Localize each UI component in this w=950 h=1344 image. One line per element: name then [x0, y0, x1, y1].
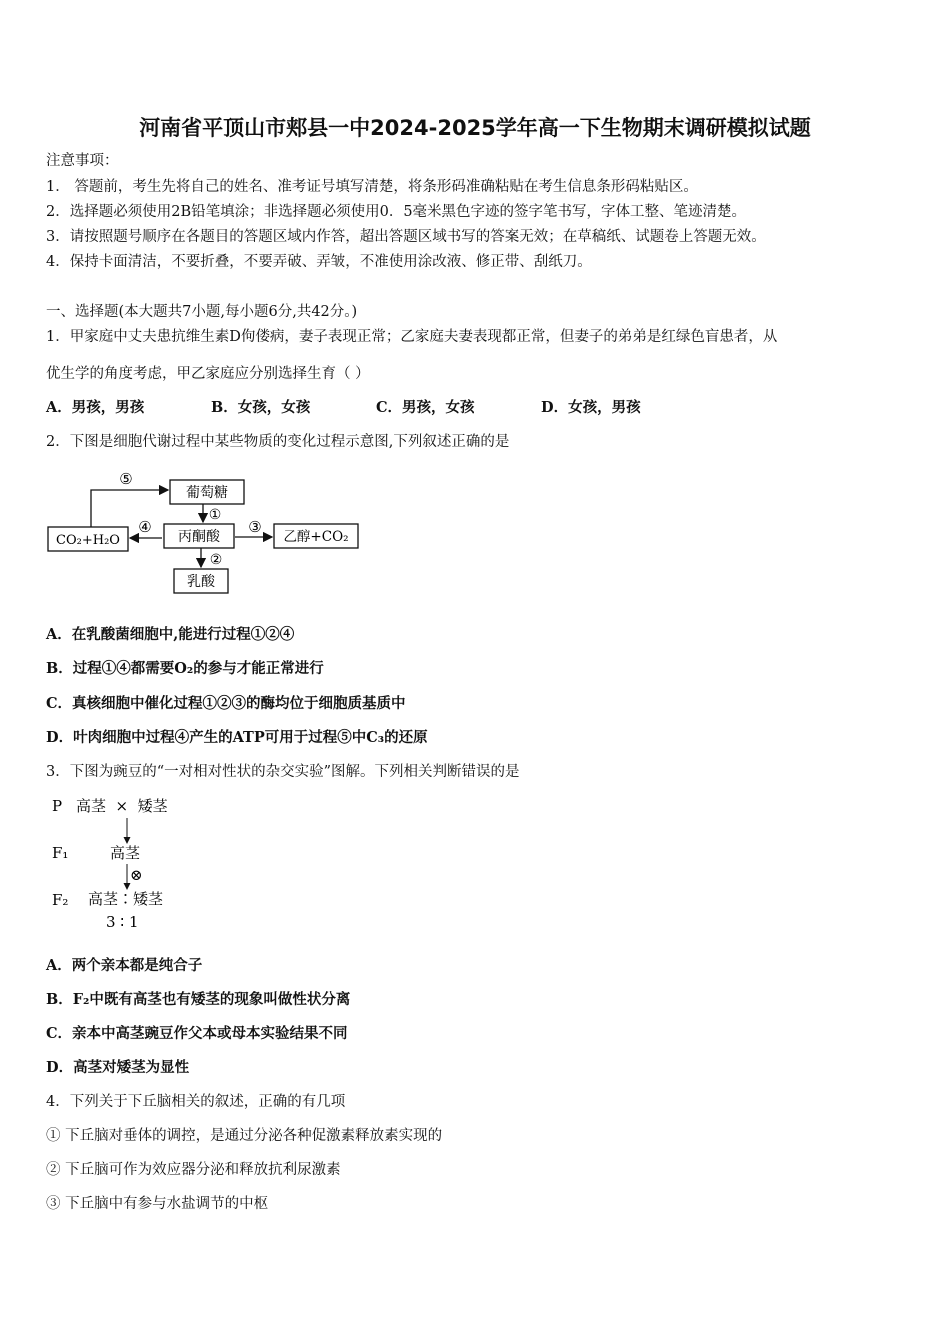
q1-options	[46, 398, 641, 418]
arrow-step5	[91, 490, 168, 527]
cross-diagram	[46, 792, 206, 934]
q4-stem: 4．下列关于下丘脑相关的叙述，正确的有几项	[46, 1094, 346, 1110]
q4-item: ③ 下丘脑中有参与水盐调节的中枢	[46, 1196, 269, 1212]
q2-option-d: D．叶肉细胞中过程④产生的ATP可用于过程⑤中C₃的还原	[46, 729, 428, 746]
q3-option-a: A．两个亲本都是纯合子	[46, 957, 203, 974]
step4-label: ④	[138, 518, 152, 536]
q1-option-c: C．男孩，女孩	[376, 399, 475, 416]
step3-label: ③	[248, 518, 262, 536]
f2-generation-label: F₂	[52, 891, 69, 909]
notice-item: 2．选择题必须使用2B铅笔填涂；非选择题必须使用0．5毫米黑色字迹的签字笔书写，字体工整、笔迹清楚。	[46, 204, 747, 220]
q1-stem-line2: 优生学的角度考虑，甲乙家庭应分别选择生育（ ）	[46, 366, 370, 382]
glucose-label: 葡萄糖	[186, 485, 228, 501]
ethanol-co2-label: 乙醇+CO₂	[283, 529, 349, 545]
q1-option-d: D．女孩，男孩	[541, 399, 641, 416]
f1-phenotype: 高茎	[110, 844, 141, 862]
notice-item: 4．保持卡面清洁，不要折叠，不要弄破、弄皱，不准使用涂改液、修正带、刮纸刀。	[46, 254, 592, 270]
selfing-symbol: ⊗	[130, 866, 143, 884]
step5-label: ⑤	[119, 470, 133, 488]
q4-item: ① 下丘脑对垂体的调控，是通过分泌各种促激素释放素实现的	[46, 1128, 443, 1144]
notice-item: 3．请按照题号顺序在各题目的答题区域内作答，超出答题区域书写的答案无效；在草稿纸、试题卷上答题无效。	[46, 229, 766, 245]
q4-item: ② 下丘脑可作为效应器分泌和释放抗利尿激素	[46, 1162, 341, 1178]
metabolism-diagram	[46, 466, 366, 598]
parent-cross: 高茎 × 矮茎	[76, 797, 168, 815]
p-generation-label: P	[52, 797, 63, 815]
q2-stem: 2．下图是细胞代谢过程中某些物质的变化过程示意图,下列叙述正确的是	[46, 434, 510, 450]
step1-label: ①	[208, 507, 222, 523]
q1-option-a: A．男孩，男孩	[46, 399, 145, 416]
notice-item: 1． 答题前，考生先将自己的姓名、准考证号填写清楚，将条形码准确粘贴在考生信息条形码粘贴区。	[46, 179, 698, 195]
page-title: 河南省平顶山市郏县一中2024-2025学年高一下生物期末调研模拟试题	[139, 116, 811, 140]
q3-stem: 3．下图为豌豆的“一对相对性状的杂交实验”图解。下列相关判断错误的是	[46, 764, 520, 780]
section-heading: 一、选择题(本大题共7小题,每小题6分,共42分。)	[46, 304, 358, 320]
q2-option-c: C．真核细胞中催化过程①②③的酶均位于细胞质基质中	[46, 695, 406, 712]
pyruvate-label: 丙酮酸	[178, 529, 220, 545]
f2-phenotypes: 高茎∶矮茎	[88, 890, 164, 908]
q1-option-b: B．女孩，女孩	[211, 399, 311, 416]
q1-stem-line1: 1．甲家庭中丈夫患抗维生素D佝偻病，妻子表现正常；乙家庭夫妻表现都正常，但妻子的弟弟是红绿色盲患者，从	[46, 329, 778, 345]
co2-h2o-label: CO₂+H₂O	[56, 533, 120, 548]
step2-label: ②	[209, 552, 223, 568]
q3-option-c: C．亲本中高茎豌豆作父本或母本实验结果不同	[46, 1025, 348, 1042]
q3-option-d: D．高茎对矮茎为显性	[46, 1059, 190, 1076]
notice-heading: 注意事项：	[46, 153, 119, 169]
f2-ratio: 3 ∶ 1	[106, 913, 139, 931]
f1-generation-label: F₁	[52, 844, 69, 862]
q2-option-b: B．过程①④都需要O₂的参与才能正常进行	[46, 660, 324, 677]
q3-option-b: B．F₂中既有高茎也有矮茎的现象叫做性状分离	[46, 991, 351, 1008]
q2-option-a: A．在乳酸菌细胞中,能进行过程①②④	[46, 626, 295, 643]
lactic-acid-label: 乳酸	[187, 574, 215, 590]
